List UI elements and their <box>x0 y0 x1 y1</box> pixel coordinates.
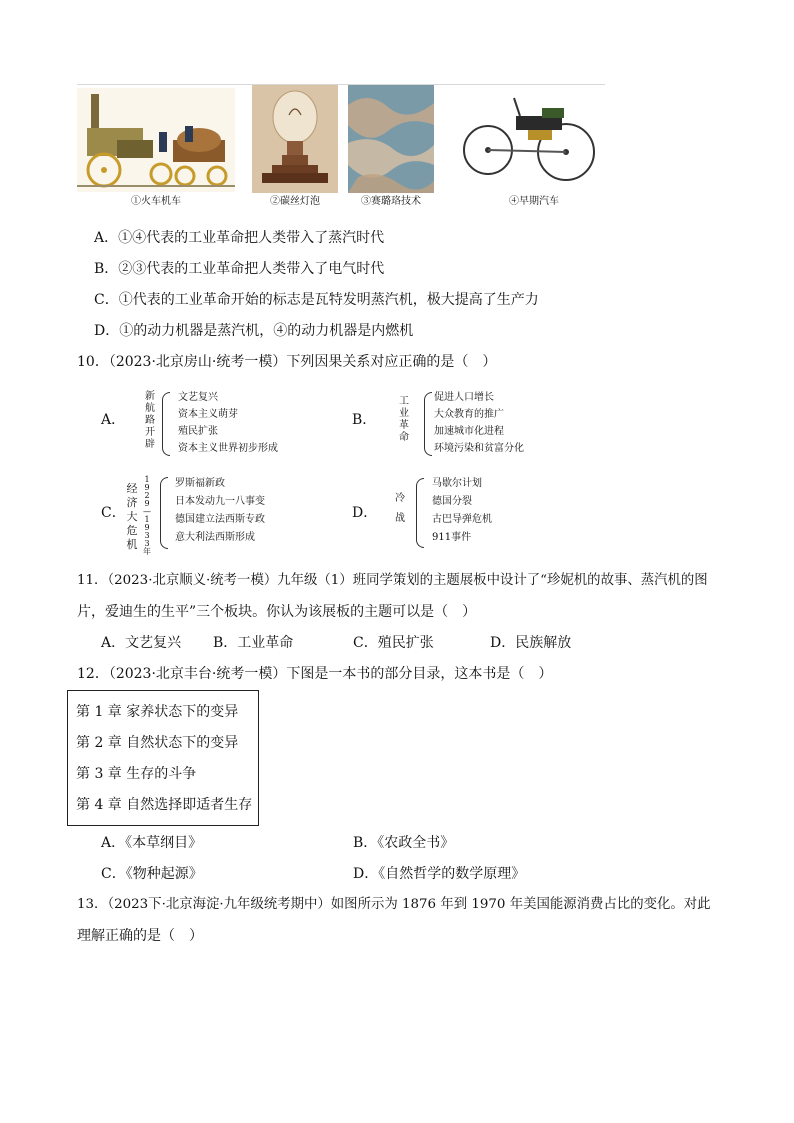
q12-option-b: B．《农政全书》 <box>353 835 455 851</box>
q10-a-letter: A． <box>101 412 126 428</box>
q10-a-cause: 新航路开辟 <box>145 391 155 450</box>
toc-entry: 第 3 章 生存的斗争 <box>76 766 197 782</box>
q11-option-d: D．民族解放 <box>490 635 572 651</box>
caption-early-car: ④早期汽车 <box>509 196 559 207</box>
toc-entry: 第 4 章 自然选择即适者生存 <box>76 797 253 813</box>
q10-d-effect: 德国分裂 <box>432 496 472 507</box>
q12-option-d: D．《自然哲学的数学原理》 <box>353 866 526 882</box>
q10-d-cause: 冷战 <box>395 493 405 524</box>
image-early-car <box>458 90 606 194</box>
image-celluloid <box>348 85 434 193</box>
q11-option-b: B．工业革命 <box>213 635 294 651</box>
q13-stem-line1: 13．（2023下·北京海淀·九年级统考期中）如图所示为 1876 年到 1970 年美国能源消费占比的变化。对此 <box>77 897 711 912</box>
q10-b-letter: B． <box>352 412 377 428</box>
q11-option-a: A．文艺复兴 <box>101 635 182 651</box>
q10-c-effect: 意大利法西斯形成 <box>175 532 255 543</box>
q10-b-bracket <box>424 392 432 456</box>
q9-option-a: A．①④代表的工业革命把人类带入了蒸汽时代 <box>94 230 385 246</box>
q10-a-effect: 殖民扩张 <box>178 426 218 437</box>
image-locomotive <box>77 88 235 192</box>
q10-c-effect: 罗斯福新政 <box>175 478 225 489</box>
caption-locomotive: ①火车机车 <box>131 196 181 207</box>
q11-stem-line2: 片，爱迪生的生平”三个板块。你认为该展板的主题可以是（ ） <box>77 604 477 620</box>
q10-a-effect: 文艺复兴 <box>178 392 218 403</box>
q10-stem: 10．（2023·北京房山·统考一模）下列因果关系对应正确的是（ ） <box>77 354 497 370</box>
table-of-contents <box>67 690 259 826</box>
q10-b-effect: 加速城市化进程 <box>434 426 504 437</box>
caption-bulb: ②碳丝灯泡 <box>270 196 320 207</box>
q10-b-cause: 工业革命 <box>399 396 409 443</box>
q10-d-effect: 马歇尔计划 <box>432 478 482 489</box>
q10-d-effect: 古巴导弹危机 <box>432 514 492 525</box>
top-rule <box>77 84 605 85</box>
image-bulb <box>252 85 338 193</box>
q9-option-d: D．①的动力机器是蒸汽机，④的动力机器是内燃机 <box>94 323 414 339</box>
q10-c-effect: 德国建立法西斯专政 <box>175 514 265 525</box>
q13-stem-line2: 理解正确的是（ ） <box>77 928 203 944</box>
q11-option-c: C．殖民扩张 <box>353 635 434 651</box>
q10-b-effect: 大众教育的推广 <box>434 409 504 420</box>
q10-d-letter: D． <box>352 505 378 521</box>
q12-stem: 12．（2023·北京丰台·统考一模）下图是一本书的部分目录，这本书是（ ） <box>77 666 553 682</box>
q10-b-effect: 促进人口增长 <box>434 392 494 403</box>
q12-option-c: C．《物种起源》 <box>101 866 203 882</box>
q12-option-a: A．《本草纲目》 <box>101 835 203 851</box>
q10-d-bracket <box>416 478 424 548</box>
toc-entry: 第 1 章 家养状态下的变异 <box>76 704 239 720</box>
toc-entry: 第 2 章 自然状态下的变异 <box>76 735 239 751</box>
q10-b-effect: 环境污染和贫富分化 <box>434 443 524 454</box>
caption-celluloid: ③赛璐珞技术 <box>361 196 421 207</box>
q10-c-letter: C． <box>101 505 126 521</box>
q10-c-effect: 日本发动九一八事变 <box>175 496 265 507</box>
q10-a-bracket <box>162 392 170 456</box>
q10-d-effect: 911事件 <box>432 532 472 543</box>
q10-c-cause: 经济大危机 <box>126 482 138 551</box>
q10-c-bracket <box>160 477 168 549</box>
q10-a-effect: 资本主义世界初步形成 <box>178 443 278 454</box>
q10-a-effect: 资本主义萌芽 <box>178 409 238 420</box>
q11-stem-line1: 11．（2023·北京顺义·统考一模）九年级（1）班同学策划的主题展板中设计了“珍妮机的故事、蒸汽机的图 <box>77 573 708 588</box>
q9-option-c: C．①代表的工业革命开始的标志是瓦特发明蒸汽机，极大提高了生产力 <box>94 292 539 308</box>
q9-option-b: B．②③代表的工业革命把人类带入了电气时代 <box>94 261 385 277</box>
q10-c-years: 1929—1933年 <box>143 475 151 556</box>
